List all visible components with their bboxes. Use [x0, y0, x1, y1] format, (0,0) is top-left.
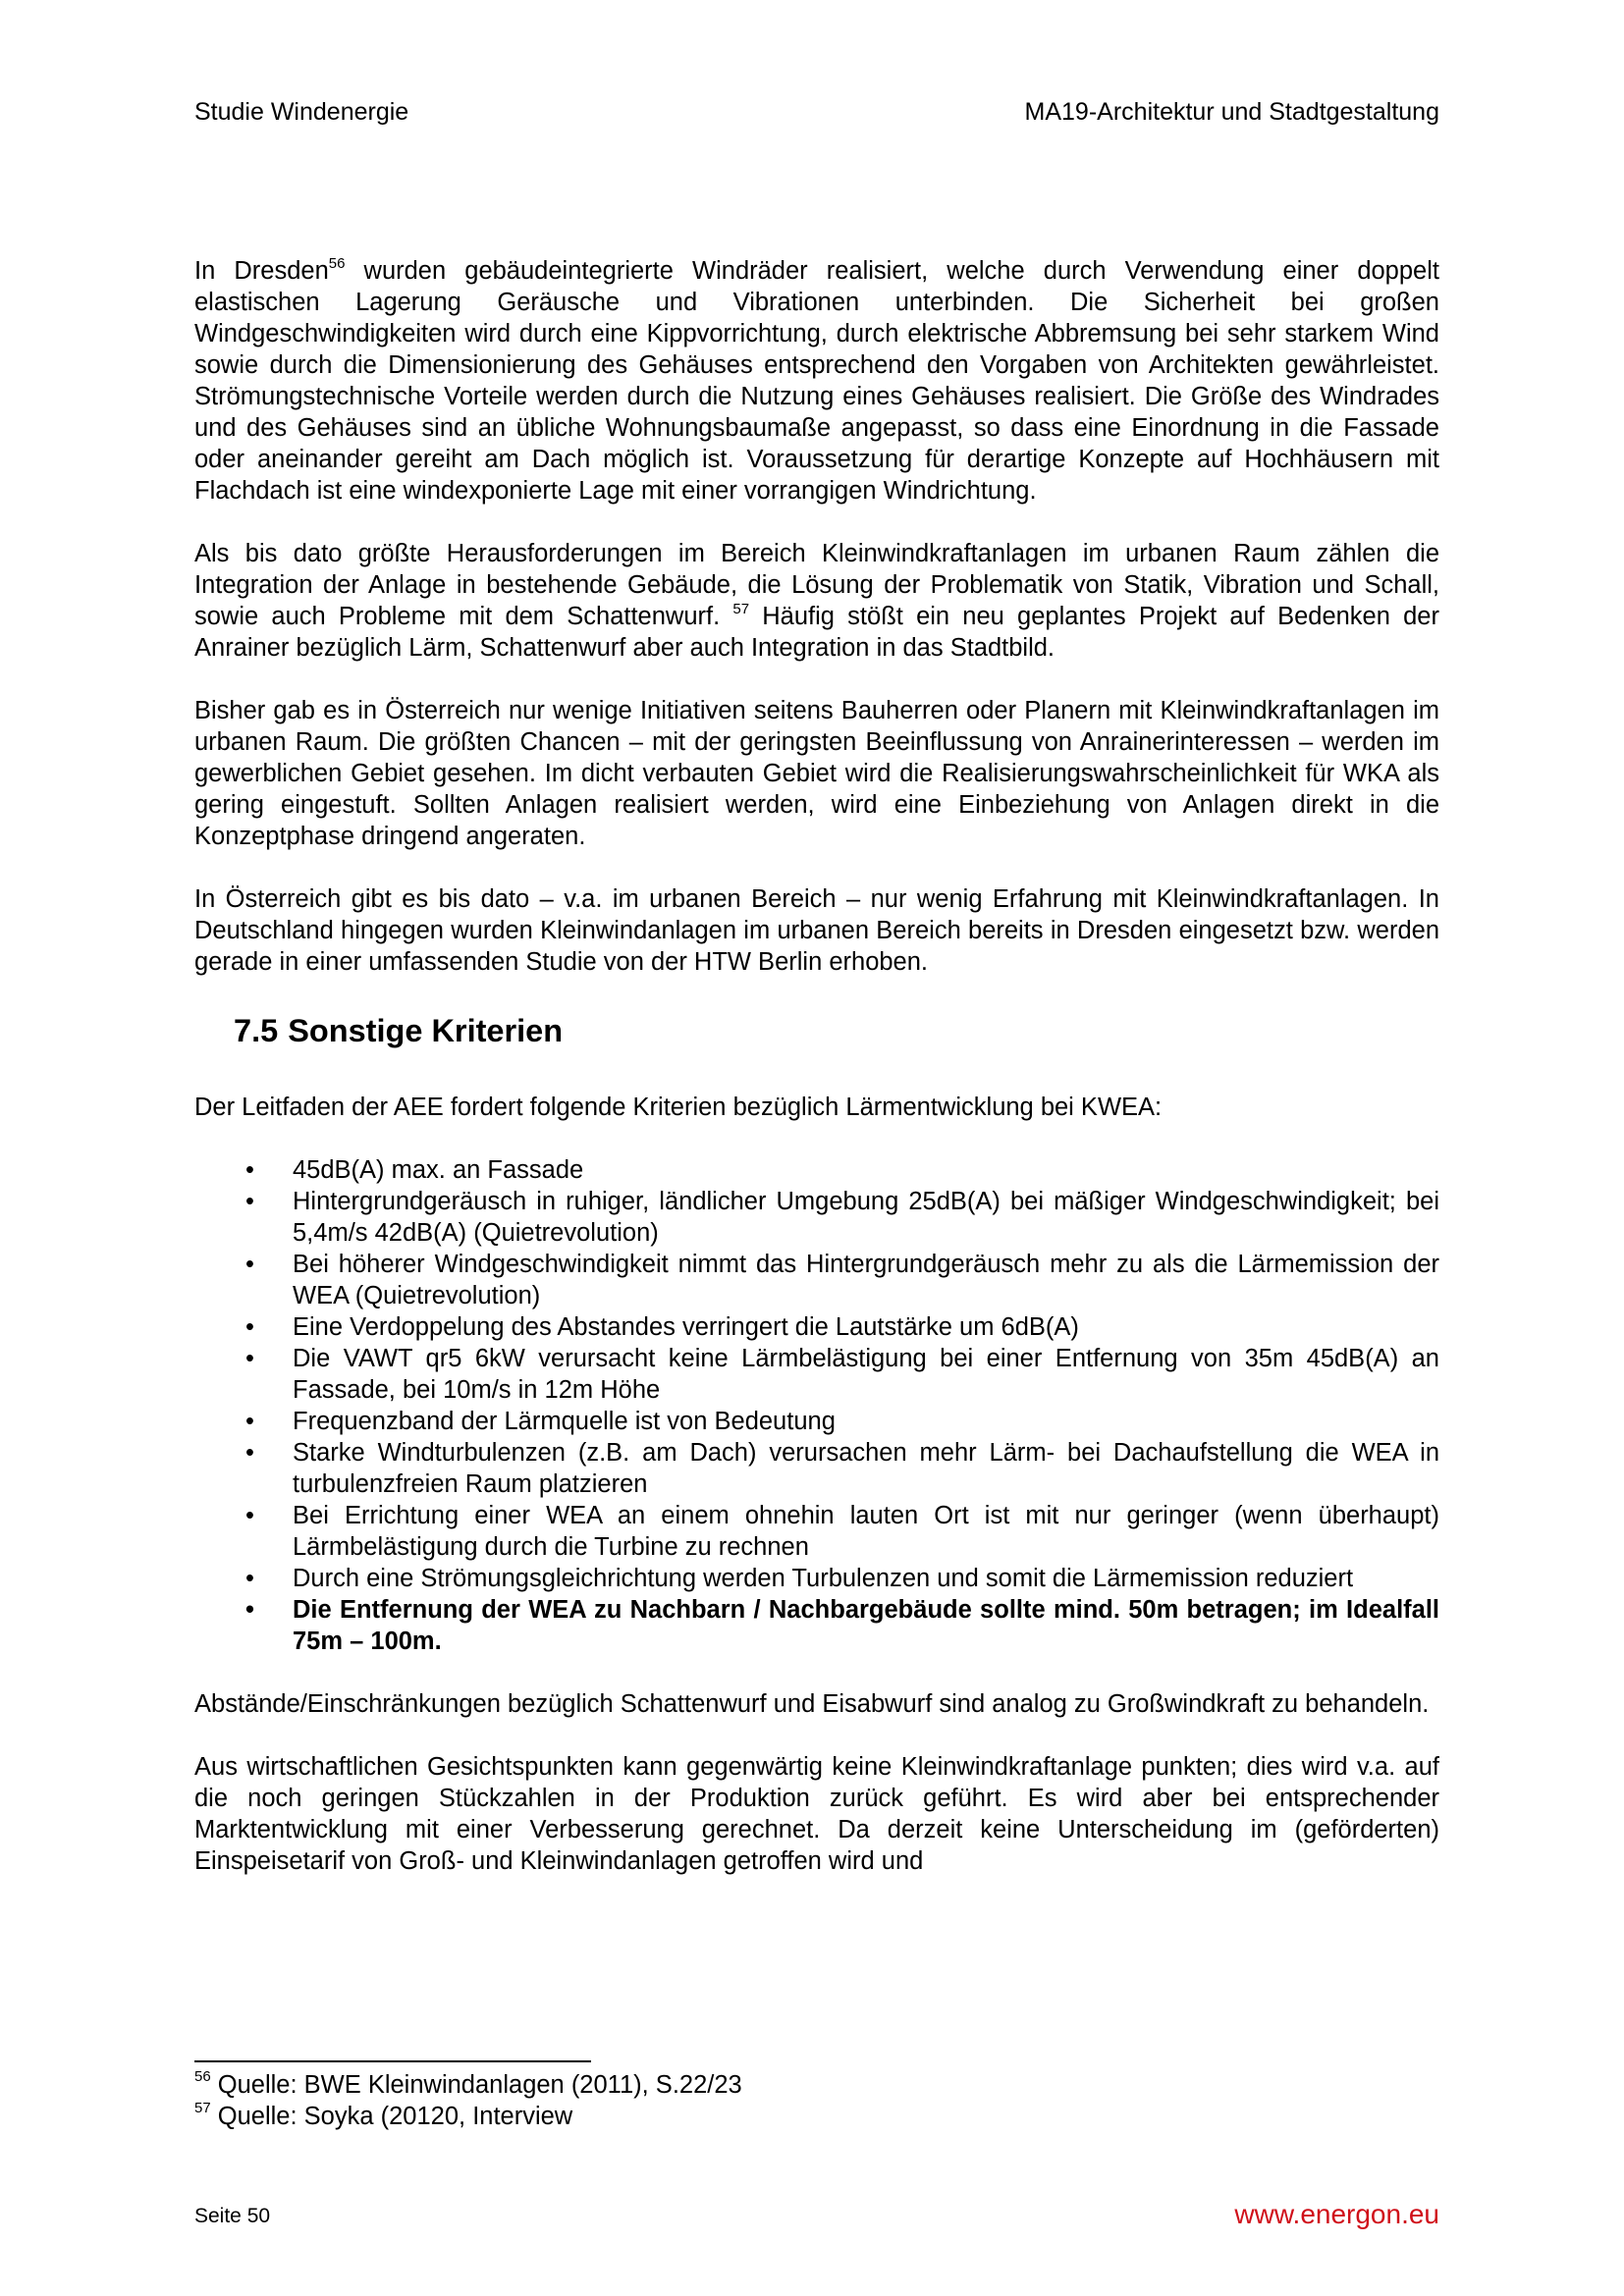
section-title: Sonstige Kriterien	[288, 1013, 564, 1048]
header-organization: MA19-Architektur und Stadtgestaltung	[1024, 98, 1439, 126]
header-title: Studie Windenergie	[194, 98, 409, 126]
footnote-divider	[194, 2060, 591, 2062]
criteria-list	[194, 1154, 1439, 1657]
bullet-icon: •	[245, 1313, 254, 1341]
footnote-56: $^{56}$ Quelle: BWE Kleinwindanlagen (2011), S.22/23	[194, 2068, 742, 2099]
list-item: • Die VAWT qr5 6kW verursacht keine Lärmbelästigung bei einer Entfernung von 35m 45dB(A) an Fassade, bei 10m/s in 12m Höhe	[245, 1345, 1439, 1404]
website-link[interactable]: www.energon.eu	[1234, 2199, 1439, 2229]
paragraph-challenges: Als bis dato größte Herausforderungen im Bereich Kleinwindkraftanlagen im urbanen Raum zählen die Integration der Anlage in bestehende Gebäude, die Lösung der Problematik von Statik, Vibration und Schall, sowie auch Probleme mit dem Schattenwurf. $^{57}$ Häufig stößt ein neu geplantes Projekt auf Bedenken der Anrainer bezüglich Lärm, Schattenwurf aber auch Integration in das Stadtbild.	[194, 540, 1439, 662]
bullet-icon: •	[245, 1188, 254, 1215]
bullet-icon: •	[245, 1439, 254, 1467]
bullet-icon: •	[245, 1345, 254, 1372]
paragraph-austria-initiatives: Bisher gab es in Österreich nur wenige Initiativen seitens Bauherren oder Planern mit Kleinwindkraftanlagen im urbanen Raum. Die größten Chancen – mit der geringsten Beeinflussung von Anrainerinteressen – werden im gewerblichen Gebiet gesehen. Im dicht verbauten Gebiet wird die Realisierungswahrscheinlichkeit für WKA als gering eingestuft. Sollten Anlagen realisiert werden, wird eine Einbeziehung von Anlagen direkt in die Konzeptphase dringend angeraten.	[194, 697, 1439, 850]
paragraph-economics: Aus wirtschaftlichen Gesichtspunkten kann gegenwärtig keine Kleinwindkraftanlage punkten; dies wird v.a. auf die noch geringen Stückzahlen in der Produktion zurück geführt. Es wird aber bei entsprechender Marktentwicklung mit einer Verbesserung gerechnet. Da derzeit keine Unterscheidung im (geförderten) Einspeisetarif von Groß- und Kleinwindanlagen getroffen wird und	[194, 1753, 1439, 1875]
paragraph-experience: In Österreich gibt es bis dato – v.a. im urbanen Bereich – nur wenig Erfahrung mit Kleinwindkraftanlagen. In Deutschland hingegen wurden Kleinwindanlagen im urbanen Bereich bereits in Dresden eingesetzt bzw. werden gerade in einer umfassenden Studie von der HTW Berlin erhoben.	[194, 885, 1439, 976]
bullet-icon: •	[245, 1408, 254, 1435]
main-content	[194, 255, 1439, 1908]
footnote-57: $^{57}$ Quelle: Soyka (20120, Interview	[194, 2100, 573, 2130]
bullet-icon: •	[245, 1251, 254, 1278]
list-item: • Starke Windturbulenzen (z.B. am Dach) verursachen mehr Lärm- bei Dachaufstellung die WEA in turbulenzfreien Raum platzieren	[245, 1439, 1439, 1498]
bullet-icon: •	[245, 1156, 254, 1184]
criteria-intro: Der Leitfaden der AEE fordert folgende Kriterien bezüglich Lärmentwicklung bei KWEA:	[194, 1094, 1163, 1121]
list-item: • Hintergrundgeräusch in ruhiger, ländlicher Umgebung 25dB(A) bei mäßiger Windgeschwindigkeit; bei 5,4m/s 42dB(A) (Quietrevolution)	[245, 1188, 1439, 1247]
list-item-highlight: • Die Entfernung der WEA zu Nachbarn / Nachbargebäude sollte mind. 50m betragen; im Idealfall 75m – 100m.	[245, 1596, 1439, 1655]
bullet-icon: •	[245, 1596, 254, 1624]
footnotes	[194, 2069, 742, 2132]
section-number: 7.5	[234, 1013, 279, 1048]
paragraph-dresden: In Dresden$^{56}$ wurden gebäudeintegrierte Windräder realisiert, welche durch Verwendung einer doppelt elastischen Lagerung Geräusche und Vibrationen unterbinden. Die Sicherheit bei großen Windgeschwindigkeiten wird durch eine Kippvorrichtung, durch elektrische Abbremsung bei sehr starkem Wind sowie durch die Dimensionierung des Gehäuses entsprechend den Vorgaben von Architekten gewährleistet. Strömungstechnische Vorteile werden durch die Nutzung eines Gehäuses realisiert. Die Größe des Windrades und des Gehäuses sind an übliche Wohnungsbaumaße angepasst, so dass eine Einordnung in die Fassade oder aneinander gereiht am Dach möglich ist. Voraussetzung für derartige Konzepte auf Hochhäusern mit Flachdach ist eine windexponierte Lage mit einer vorrangigen Windrichtung.	[194, 255, 1439, 505]
list-item: • Eine Verdoppelung des Abstandes verringert die Lautstärke um 6dB(A)	[245, 1313, 1079, 1341]
paragraph-shadow-ice: Abstände/Einschränkungen bezüglich Schattenwurf und Eisabwurf sind analog zu Großwindkraft zu behandeln.	[194, 1690, 1430, 1718]
footnote-ref-57: 57	[732, 601, 750, 617]
list-item: • Bei Errichtung einer WEA an einem ohnehin lauten Ort ist mit nur geringer (wenn überhaupt) Lärmbelästigung durch die Turbine zu rechnen	[245, 1502, 1439, 1561]
section-heading	[234, 1009, 1439, 1052]
list-item: • Durch eine Strömungsgleichrichtung werden Turbulenzen und somit die Lärmemission reduziert	[245, 1565, 1354, 1592]
bullet-icon: •	[245, 1502, 254, 1529]
list-item: • Bei höherer Windgeschwindigkeit nimmt das Hintergrundgeräusch mehr zu als die Lärmemission der WEA (Quietrevolution)	[245, 1251, 1439, 1309]
list-item: • Frequenzband der Lärmquelle ist von Bedeutung	[245, 1408, 836, 1435]
bullet-icon: •	[245, 1565, 254, 1592]
footnote-ref-56: 56	[328, 255, 346, 272]
page-number: Seite 50	[194, 2205, 271, 2227]
list-item: • 45dB(A) max. an Fassade	[245, 1156, 584, 1184]
